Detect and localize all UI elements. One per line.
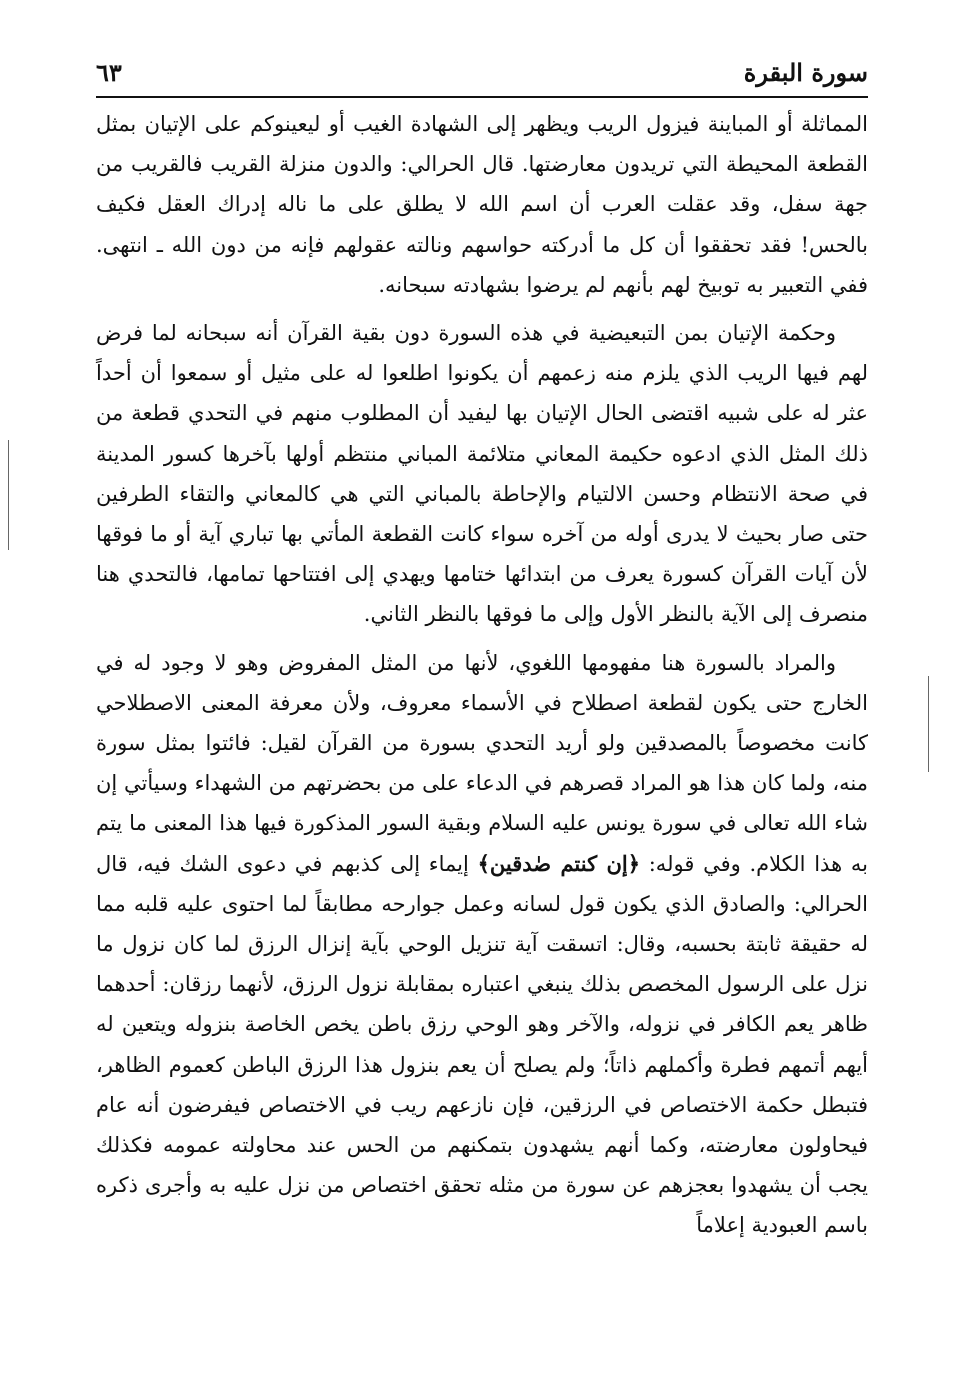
paragraph-2: وحكمة الإتيان بمن التبعيضية في هذه السورة دون بقية القرآن أنه سبحانه لما فرض لهم فيها الريب الذي يلزم منه زعمهم أن يكونوا اطلعوا له على مثيل أو سمعوا أن أحداً عثر له على شبيه اقتضى الحال الإتيان بها ليفيد أن المطلوب منهم في التحدي قطعة من ذلك المثل الذي ادعوه حكيمة المعاني متلائمة المباني منتظم أولها بآخرها كسور المدينة في صحة الانتظام وحسن الالتيام والإحاطة بالمباني التي هي كالمعاني والتقاء الطرفين حتى صار بحيث لا يدرى أوله من آخره سواء كانت القطعة المأتي بها تباري آية أو ما فوقها لأن آيات القرآن كسورة يعرف من ابتدائها ختامها ويهدي إلى افتتاحها تمامها، فالتحدي هنا منصرف إلى الآية بالنظر الأول وإلى ما فوقها بالنظر الثاني. <box>96 321 868 627</box>
paragraph-3 <box>96 643 868 1246</box>
margin-scan-line-right <box>928 676 929 772</box>
paragraph-3-text-before: والمراد بالسورة هنا مفهومها اللغوي، لأنها من المثل المفروض وهو لا وجود له في الخارج حتى يكون لقطعة اصطلاح في الأسماء معروف، ولأن معرفة المعنى الاصطلاحي كانت مخصوصاً بالمصدقين ولو أريد التحدي بسورة من القرآن لقيل: فائتوا بمثل سورة منه، ولما كان هذا هو المراد قصرهم في الدعاء على من بحضرتهم من الشهداء وسيأتي إن شاء الله تعالى في سورة يونس عليه السلام وبقية السور المذكورة فيها هذا المعنى ما يتم به هذا الكلام. وفي قوله: <box>96 650 868 876</box>
paragraph-1: المماثلة أو المباينة فيزول الريب ويظهر إلى الشهادة الغيب أو ليعينوكم على الإتيان بمثل القطعة المحيطة التي تريدون معارضتها. قال الحرالي: والدون منزلة القريب فالقريب من جهة سفل، وقد عقلت العرب أن اسم الله لا يطلق على ما ناله إدراك العقل فكيف بالحس! فقد تحققوا أن كل ما أدركته حواسهم ونالته عقولهم فإنه من دون الله ـ انتهى. ففي التعبير به توبيخ لهم بأنهم لم يرضوا بشهادته سبحانه. <box>96 112 868 297</box>
page-number: ٦٣ <box>96 58 122 87</box>
page-header <box>96 52 868 98</box>
margin-scan-line-left <box>8 440 9 550</box>
quran-verse: ﴿إن كنتم صٰدقين﴾ <box>477 850 641 876</box>
surah-title: سورة البقرة <box>743 58 868 87</box>
paragraph-3-text-after: إيماء إلى كذبهم في دعوى الشك فيه، قال الحرالي: والصادق الذي يكون قول لسانه وعمل جوارحه مطابقاً لما احتوى عليه قلبه مما له حقيقة ثابتة بحسبه، وقال: اتسقت آية تنزيل الوحي بآية إنزال الرزق لما كان نزول ما نزل على الرسول المخصص بذلك ينبغي اعتباره بمقابلة نزول الرزق، لأنهما رزقان: أحدهما ظاهر يعم الكافر في نزوله، والآخر وهو الوحي رزق باطن يخص الخاصة بنزوله ويتعين له أيهم أتمهم فطرة وأكملهم ذاتاً؛ ولم يصلح أن يعم بنزول هذا الرزق الباطن كعموم الظاهر، فتبطل حكمة الاختصاص في الرزقين، فإن نازعهم ريب في الاختصاص فيفرضون أنه عام فيحاولون معارضته، وكما أنهم يشهدون بتمكنهم من الحس عند محاولته عمومه فكذلك يجب أن يشهدوا بعجزهم عن سورة من مثله تحقق اختصاص من نزل عليه به وأجرى ذكره باسم العبودية إعلاماً <box>96 851 868 1238</box>
page-body <box>96 104 868 1246</box>
